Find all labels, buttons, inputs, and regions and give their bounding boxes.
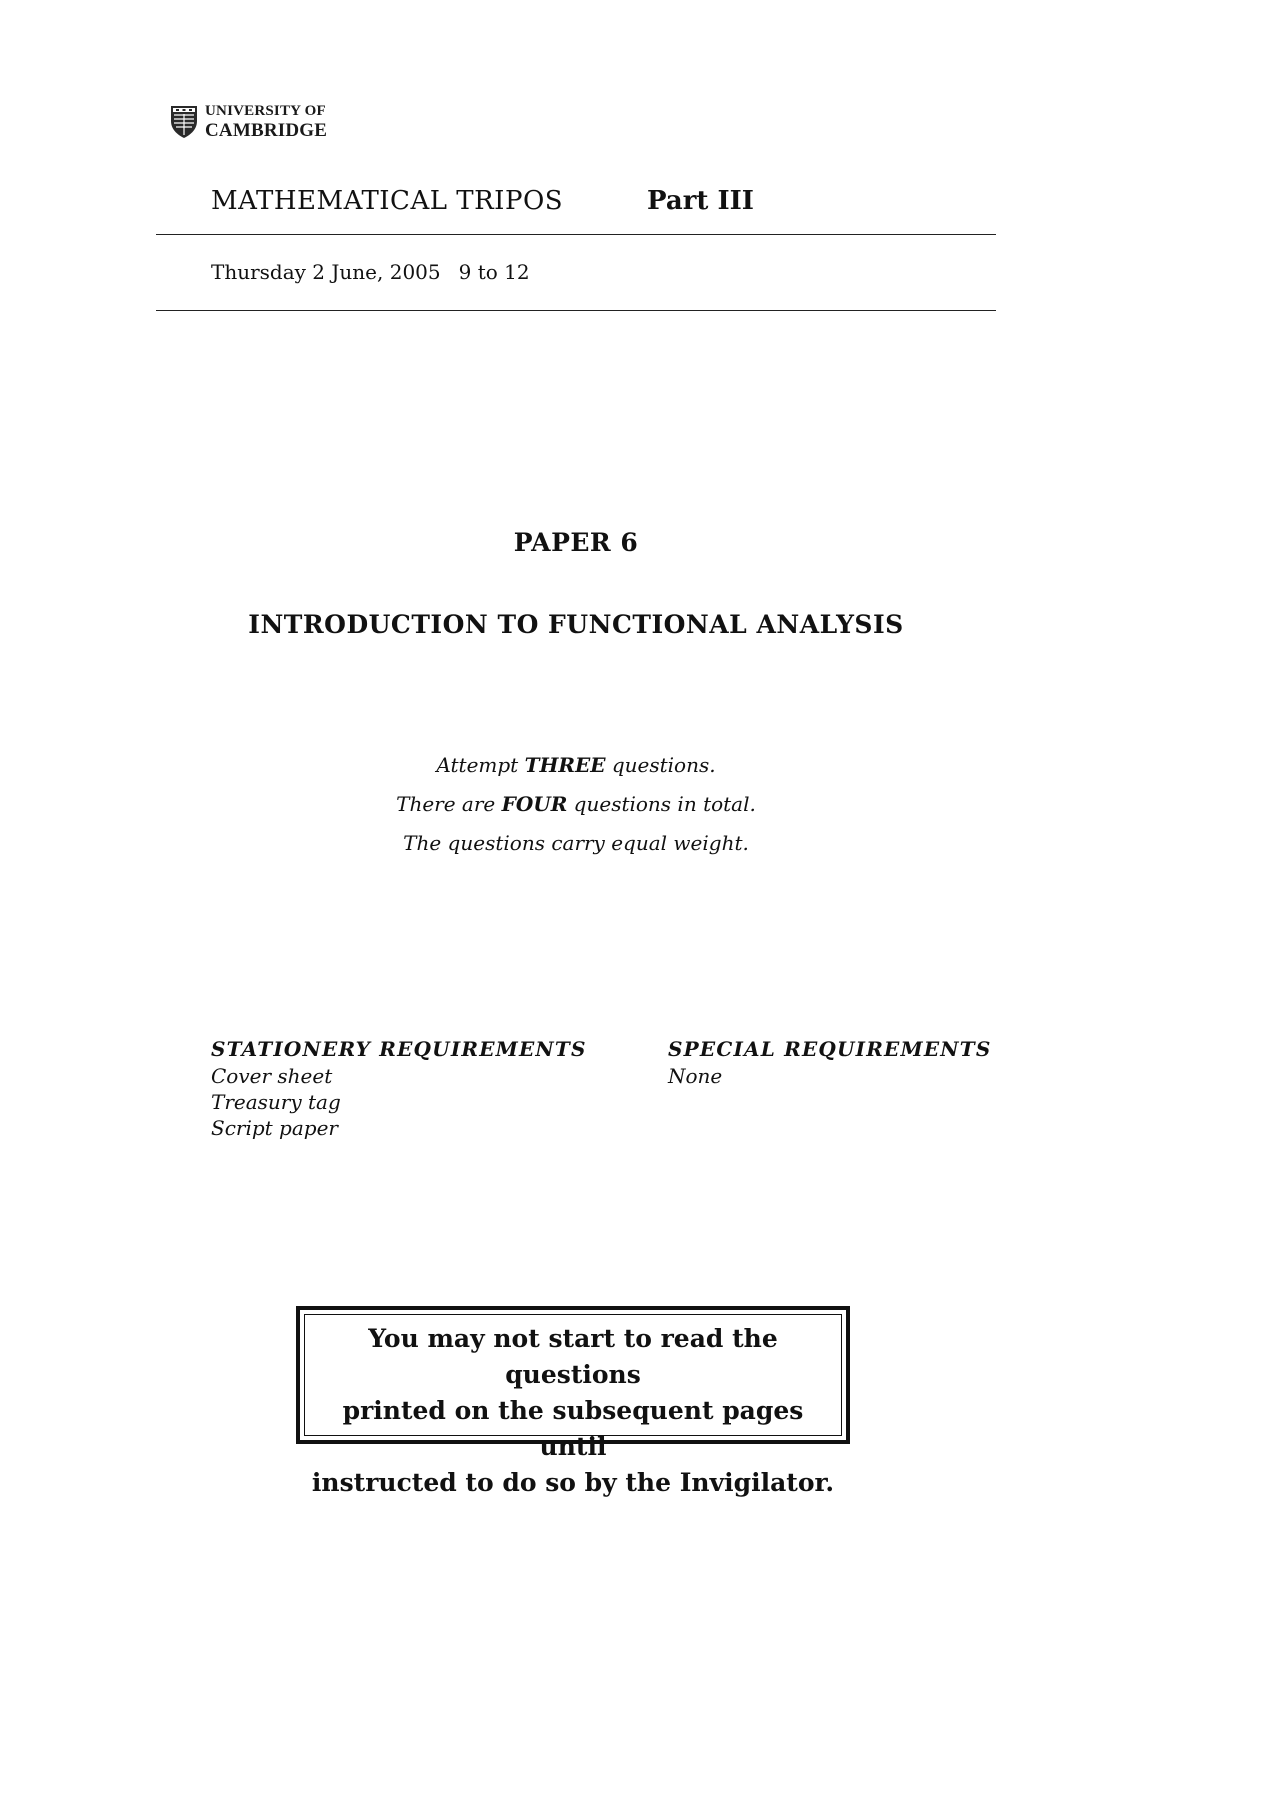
- stationery-requirements: [211, 1036, 587, 1141]
- instruction-emphasis: THREE: [524, 753, 606, 777]
- notice-line: instructed to do so by the Invigilator.: [311, 1468, 835, 1497]
- header-rule-top: [156, 234, 996, 235]
- instruction-attempt: [0, 752, 1152, 791]
- instruction-emphasis: FOUR: [501, 792, 568, 816]
- notice-inner-frame: [304, 1314, 842, 1497]
- instructions: [0, 752, 1152, 869]
- notice-line: You may not start to read the questions: [368, 1324, 778, 1389]
- instruction-weight: The questions carry equal weight.: [403, 831, 749, 855]
- special-item: None: [668, 1064, 723, 1088]
- crest-icon: [170, 105, 198, 139]
- exam-part: Part III: [647, 186, 754, 216]
- exam-title: MATHEMATICAL TRIPOS: [211, 186, 564, 216]
- instruction-text: Attempt: [436, 753, 519, 777]
- university-logo: [170, 104, 327, 140]
- stationery-item: Cover sheet: [211, 1064, 333, 1088]
- stationery-heading: STATIONERY REQUIREMENTS: [211, 1037, 587, 1061]
- exam-date: Thursday 2 June, 2005: [211, 260, 441, 284]
- paper-number: PAPER 6: [513, 528, 639, 557]
- logo-line-2: CAMBRIDGE: [205, 120, 328, 141]
- notice-line: printed on the subsequent pages until: [342, 1396, 804, 1461]
- special-heading: SPECIAL REQUIREMENTS: [668, 1037, 992, 1061]
- stationery-item: Script paper: [211, 1116, 338, 1140]
- exam-time: 9 to 12: [458, 260, 530, 284]
- instruction-text: questions in total.: [573, 792, 756, 816]
- exam-date-line: [211, 260, 530, 284]
- instruction-total: [0, 791, 1152, 830]
- paper-title: INTRODUCTION TO FUNCTIONAL ANALYSIS: [248, 610, 904, 639]
- stationery-item: Treasury tag: [211, 1090, 341, 1114]
- instruction-text: There are: [396, 792, 496, 816]
- logo-line-1: UNIVERSITY OF: [205, 103, 326, 119]
- special-requirements: [668, 1036, 991, 1089]
- header-rule-bottom: [156, 310, 996, 311]
- invigilator-notice: [296, 1306, 850, 1497]
- instruction-text: questions.: [611, 753, 716, 777]
